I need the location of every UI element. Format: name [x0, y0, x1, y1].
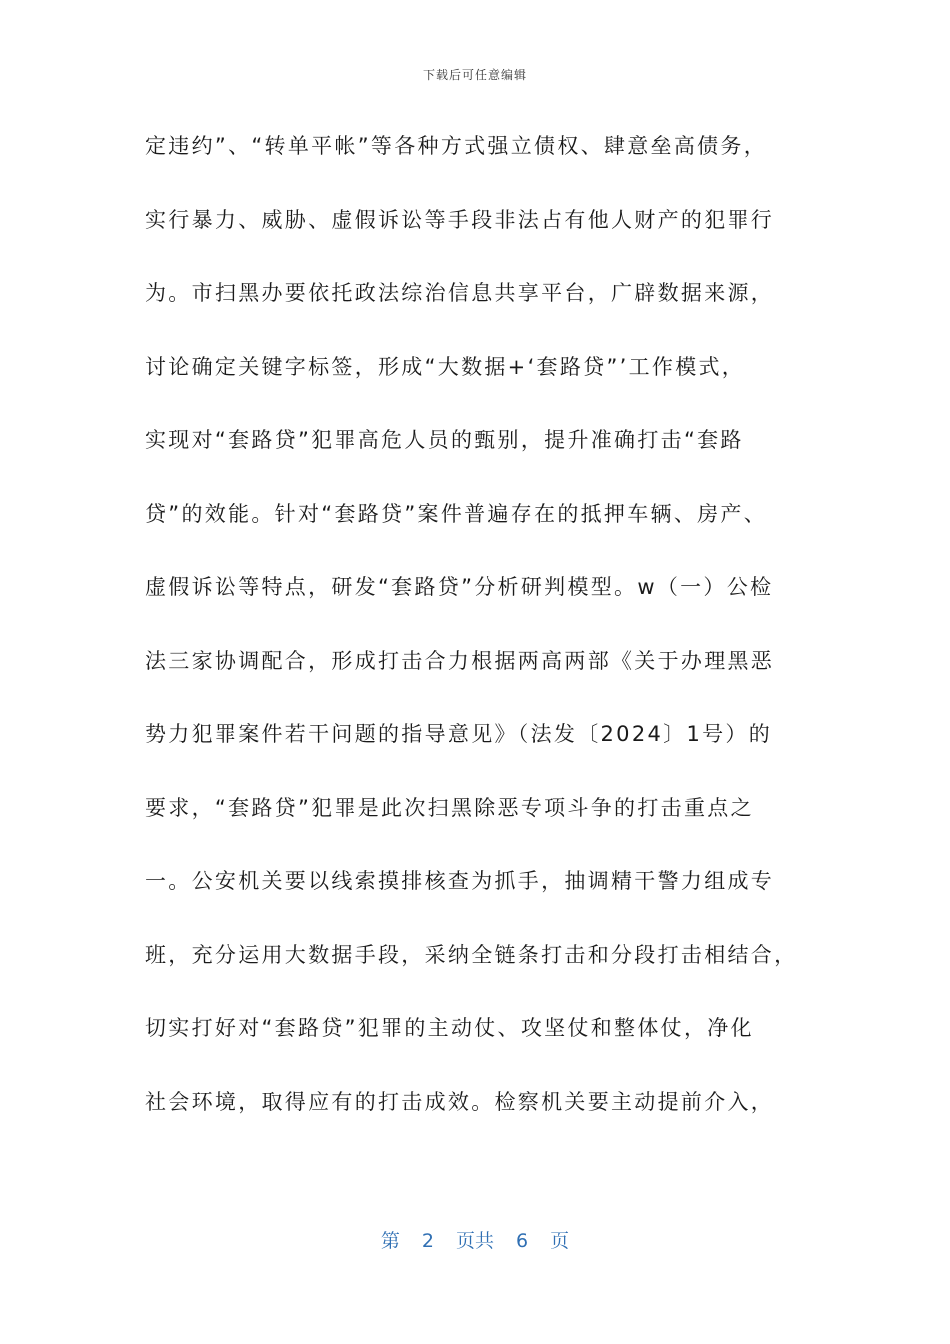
body-line-14: 社会环境，取得应有的打击成效。检察机关要主动提前介入， [145, 1089, 775, 1114]
body-line-6: 贷”的效能。针对“套路贷”案件普遍存在的抵押车辆、房产、 [145, 501, 768, 526]
page-footer [0, 1226, 950, 1253]
body-line-3: 为。市扫黑办要依托政法综治信息共享平台，广辟数据来源， [145, 281, 775, 305]
body-line-8: 法三家协调配合，形成打击合力根据两高两部《关于办理黑恶 [145, 648, 775, 673]
body-line-1: 定违约”、“转单平帐”等各种方式强立债权、肆意垒高债务， [145, 134, 768, 158]
header-note: 下载后可任意编辑 [422, 68, 527, 82]
body-line-10: 要求，“套路贷”犯罪是此次扫黑除恶专项斗争的打击重点之 [145, 795, 754, 820]
body-line-12: 班，充分运用大数据手段，采纳全链条打击和分段打击相结合， [145, 942, 798, 967]
page-suffix: 页 [550, 1230, 570, 1252]
body-line-4: 讨论确定关键字标签，形成“大数据+‘套路贷”’工作模式， [145, 354, 746, 379]
page-prefix: 第 [380, 1230, 400, 1252]
page-mid: 页共 [455, 1230, 494, 1252]
total-pages-number: 6 [516, 1230, 529, 1252]
body-line-13: 切实打好对“套路贷”犯罪的主动仗、攻坚仗和整体仗，净化 [145, 1016, 754, 1040]
body-line-9: 势力犯罪案件若干问题的指导意见》（法发〔2024〕1号）的 [145, 722, 773, 746]
body-line-11: 一。公安机关要以线索摸排核查为抓手，抽调精干警力组成专 [145, 869, 775, 893]
body-line-5: 实现对“套路贷”犯罪高危人员的甄别，提升准确打击“套路 [145, 428, 744, 452]
document-body [145, 126, 825, 1155]
body-line-7: 虚假诉讼等特点，研发“套路贷”分析研判模型。w（一）公检 [145, 575, 774, 599]
current-page-number: 2 [421, 1230, 434, 1252]
body-line-2: 实行暴力、威胁、虚假诉讼等手段非法占有他人财产的犯罪行 [145, 207, 775, 232]
